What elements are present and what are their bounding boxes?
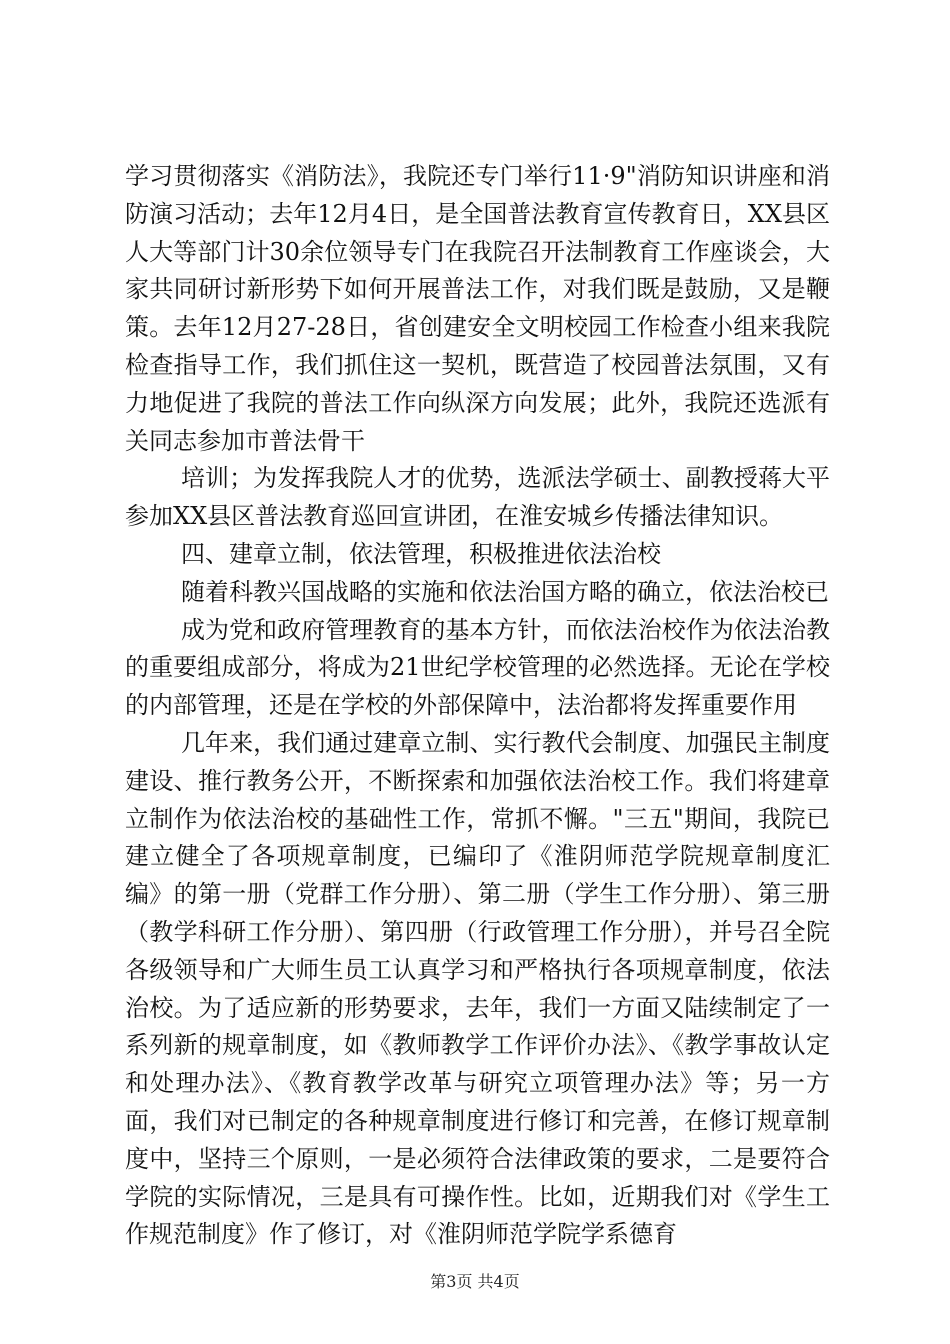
paragraph-training: 培训；为发挥我院人才的优势，选派法学硕士、副教授蒋大平参加XX县区普法教育巡回宣讲团，在淮安城乡传播法律知识。 — [125, 464, 830, 531]
paragraph-policy: 成为党和政府管理教育的基本方针，而依法治校作为依法治教的重要组成部分，将成为21世纪学校管理的必然选择。无论在学校的内部管理，还是在学校的外部保障中，法治都将发挥重要作用 — [125, 615, 830, 720]
page-number-footer: 第3页 共4页 — [430, 1272, 520, 1291]
paragraph-strategy: 随着科教兴国战略的实施和依法治国方略的确立，依法治校已 — [181, 577, 829, 606]
document-body — [125, 158, 830, 1254]
section-heading-four: 四、建章立制，依法管理，积极推进依法治校 — [181, 539, 661, 568]
paragraph-fire-law: 学习贯彻落实《消防法》，我院还专门举行11·9"消防知识讲座和消防演习活动；去年12月4日，是全国普法教育宣传教育日，XX县区人大等部门计30余位领导专门在我院召开法制教育工作座谈会，大家共同研讨新形势下如何开展普法工作，对我们既是鼓励，又是鞭策。去年12月27-28日，省创建安全文明校园工作检查小组来我院检查指导工作，我们抓住这一契机，既营造了校园普法氛围，又有力地促进了我院的普法工作向纵深方向发展；此外，我院还选派有关同志参加市普法骨干 — [125, 162, 830, 455]
paragraph-regulations: 几年来，我们通过建章立制、实行教代会制度、加强民主制度建设、推行教务公开，不断探索和加强依法治校工作。我们将建章立制作为依法治校的基础性工作，常抓不懈。"三五"期间，我院已建立健全了各项规章制度，已编印了《淮阴师范学院规章制度汇编》的第一册（党群工作分册）、第二册（学生工作分册）、第三册（教学科研工作分册）、第四册（行政管理工作分册），并号召全院各级领导和广大师生员工认真学习和严格执行各项规章制度，依法治校。为了适应新的形势要求，去年，我们一方面又陆续制定了一系列新的规章制度，如《教师教学工作评价办法》、《教学事故认定和处理办法》、《教育教学改革与研究立项管理办法》等；另一方面，我们对已制定的各种规章制度进行修订和完善，在修订规章制度中，坚持三个原则，一是必须符合法律政策的要求，二是要符合学院的实际情况，三是具有可操作性。比如，近期我们对《学生工作规范制度》作了修订，对《淮阴师范学院学系德育 — [125, 728, 830, 1249]
